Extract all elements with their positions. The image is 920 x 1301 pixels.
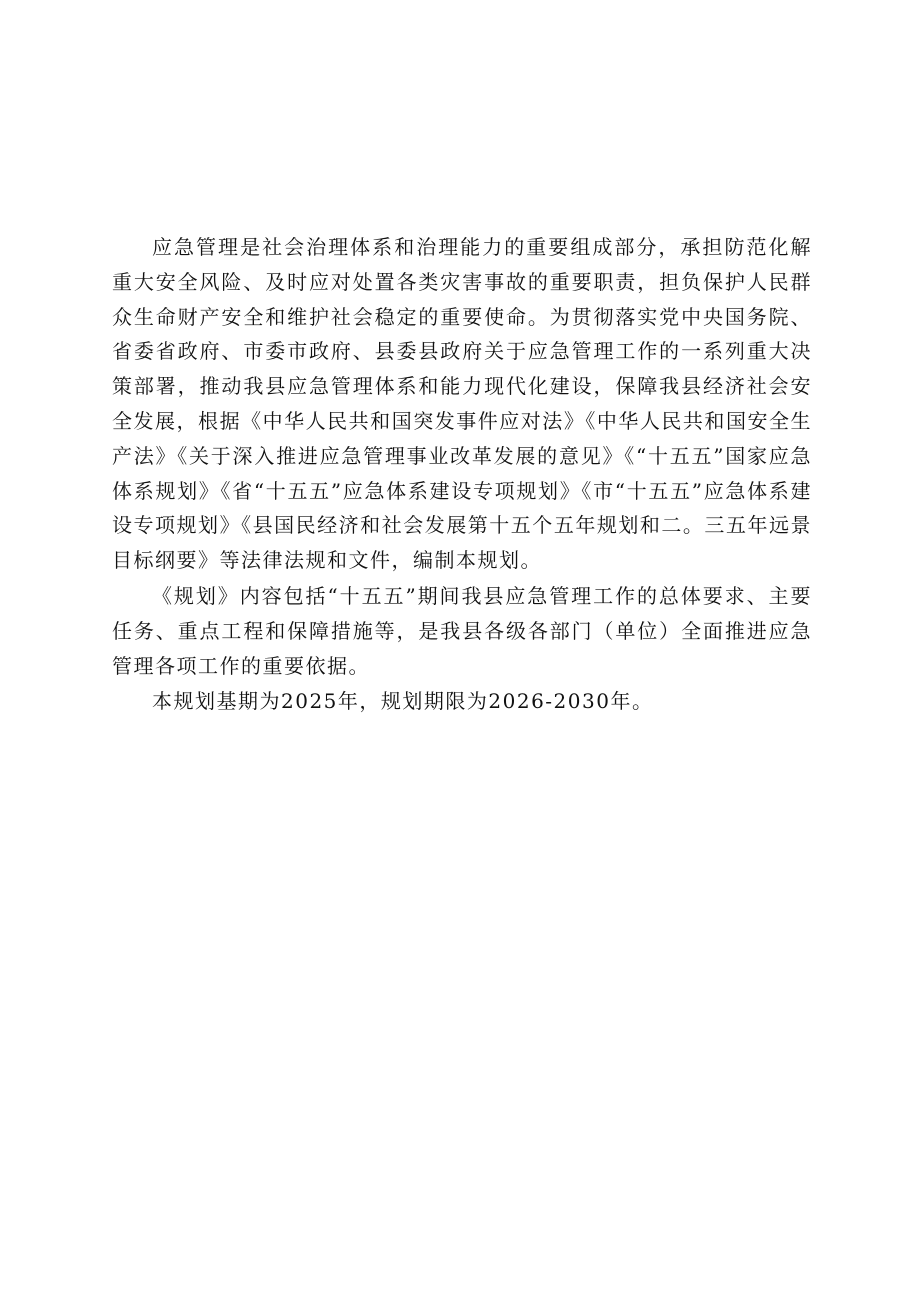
paragraph-scope: 《规划》内容包括“十五五”期间我县应急管理工作的总体要求、主要任务、重点工程和保障措施等，是我县各级各部门（单位）全面推进应急管理各项工作的重要依据。 — [112, 583, 812, 678]
paragraph-period: 本规划基期为2025年，规划期限为2026-2030年。 — [152, 689, 654, 714]
document-body — [112, 230, 812, 719]
paragraph-intro: 应急管理是社会治理体系和治理能力的重要组成部分，承担防范化解重大安全风险、及时应对处置各类灾害事故的重要职责，担负保护人民群众生命财产安全和维护社会稳定的重要使命。为贯彻落实党中央国务院、省委省政府、市委市政府、县委县政府关于应急管理工作的一系列重大决策部署，推动我县应急管理体系和能力现代化建设，保障我县经济社会安全发展，根据《中华人民共和国突发事件应对法》《中华人民共和国安全生产法》《关于深入推进应急管理事业改革发展的意见》《“十五五”国家应急体系规划》《省“十五五”应急体系建设专项规划》《市“十五五”应急体系建设专项规划》《县国民经济和社会发展第十五个五年规划和二。三五年远景目标纲要》等法律法规和文件，编制本规划。 — [112, 235, 812, 573]
